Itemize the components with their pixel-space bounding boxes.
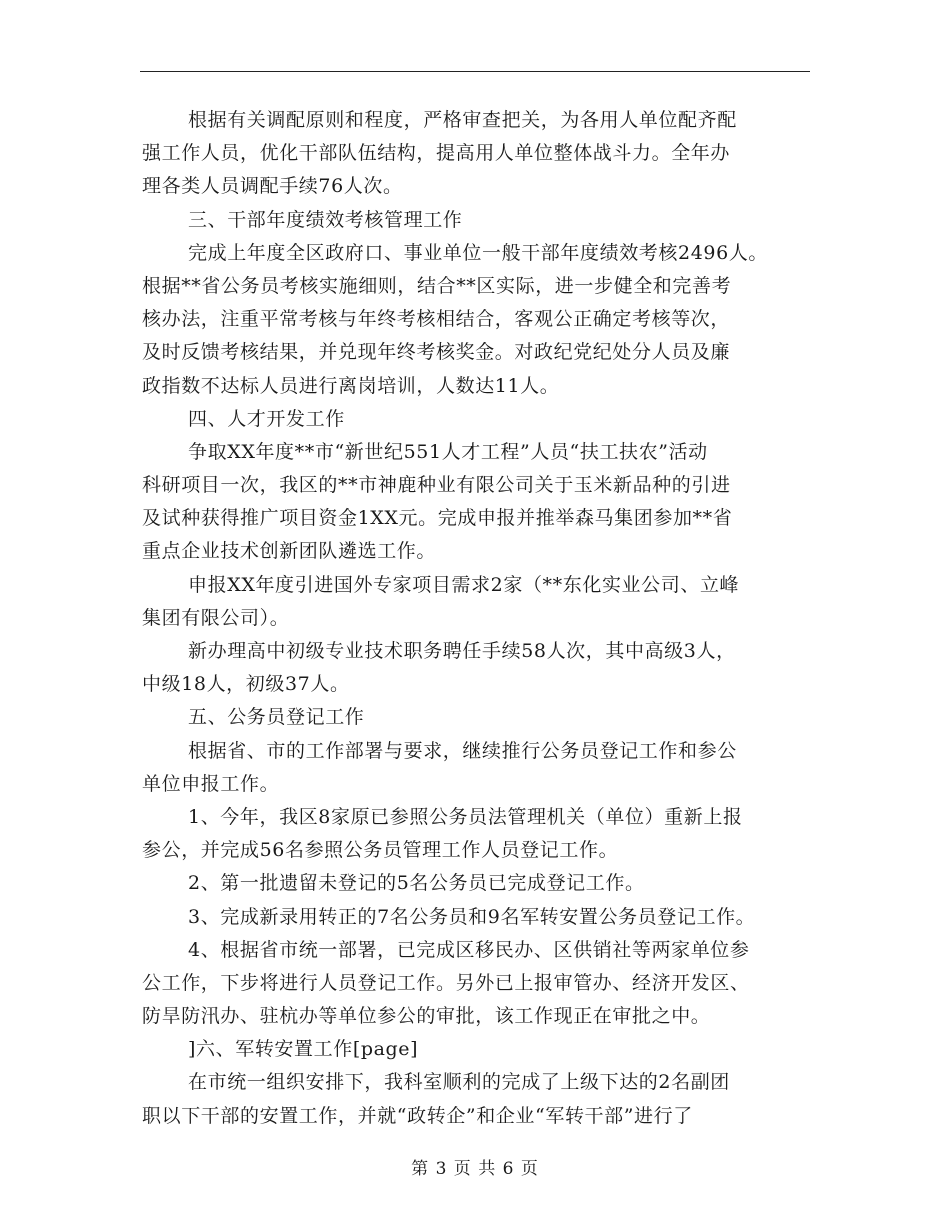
text-line: 根据有关调配原则和程度，严格审查把关，为各用人单位配齐配 <box>188 109 737 131</box>
text-line: 集团有限公司）。 <box>142 606 290 629</box>
text-line: 申报XX年度引进国外专家项目需求2家（**东化实业公司、立峰 <box>188 573 740 596</box>
text-line: 新办理高中初级专业技术职务聘任手续58人次，其中高级3人， <box>188 640 736 662</box>
text-line: 职以下干部的安置工作，并就“政转企”和企业“军转干部”进行了 <box>142 1104 693 1127</box>
text-line: 及时反馈考核结果，并兑现年终考核奖金。对政纪党纪处分人员及廉 <box>142 341 731 364</box>
text-line: 争取XX年度**市“新世纪551人才工程”人员“扶工扶农”活动 <box>188 440 708 463</box>
text-line: 重点企业技术创新团队遴选工作。 <box>142 540 437 563</box>
header-rule <box>140 71 810 72</box>
section-heading: ]六、军转安置工作[page] <box>188 1038 419 1061</box>
text-line: 及试种获得推广项目资金1XX元。完成申报并推举森马集团参加**省 <box>142 507 733 530</box>
text-line: 核办法，注重平常考核与年终考核相结合，客观公正确定考核等次， <box>142 308 731 331</box>
text-line: 完成上年度全区政府口、事业单位一般干部年度绩效考核2496人。 <box>188 241 768 264</box>
text-line: 防旱防汛办、驻杭办等单位参公的审批，该工作现正在审批之中。 <box>142 1005 711 1028</box>
text-line: 中级18人，初级37人。 <box>142 673 350 696</box>
page-number: 第 3 页 共 6 页 <box>411 1159 539 1179</box>
text-line: 2、第一批遗留未登记的5名公务员已完成登记工作。 <box>188 872 645 895</box>
text-line: 参公，并完成56名参照公务员管理工作人员登记工作。 <box>142 839 619 862</box>
text-line: 根据**省公务员考核实施细则，结合**区实际，进一步健全和完善考 <box>142 274 732 297</box>
text-line: 3、完成新录用转正的7名公务员和9名军转安置公务员登记工作。 <box>188 905 756 928</box>
section-heading: 五、公务员登记工作 <box>188 706 365 729</box>
text-line: 根据省、市的工作部署与要求，继续推行公务员登记工作和参公 <box>188 739 737 762</box>
text-line: 1、今年，我区8家原已参照公务员法管理机关（单位）重新上报 <box>188 805 743 828</box>
text-line: 4、根据省市统一部署，已完成区移民办、区供销社等两家单位参 <box>188 938 750 961</box>
text-line: 理各类人员调配手续76人次。 <box>142 175 403 198</box>
text-line: 单位申报工作。 <box>142 772 280 795</box>
text-line: 政指数不达标人员进行离岗培训，人数达11人。 <box>142 374 560 397</box>
text-line: 公工作，下步将进行人员登记工作。另外已上报审管办、经济开发区、 <box>142 971 750 994</box>
document-body <box>142 104 822 1133</box>
text-line: 科研项目一次，我区的**市神鹿种业有限公司关于玉米新品种的引进 <box>142 474 731 497</box>
text-line: 强工作人员，优化干部队伍结构，提高用人单位整体战斗力。全年办 <box>142 142 731 165</box>
section-heading: 四、人才开发工作 <box>188 407 345 430</box>
section-heading: 三、干部年度绩效考核管理工作 <box>188 208 463 231</box>
text-line: 在市统一组织安排下，我科室顺利的完成了上级下达的2名副团 <box>188 1071 730 1094</box>
